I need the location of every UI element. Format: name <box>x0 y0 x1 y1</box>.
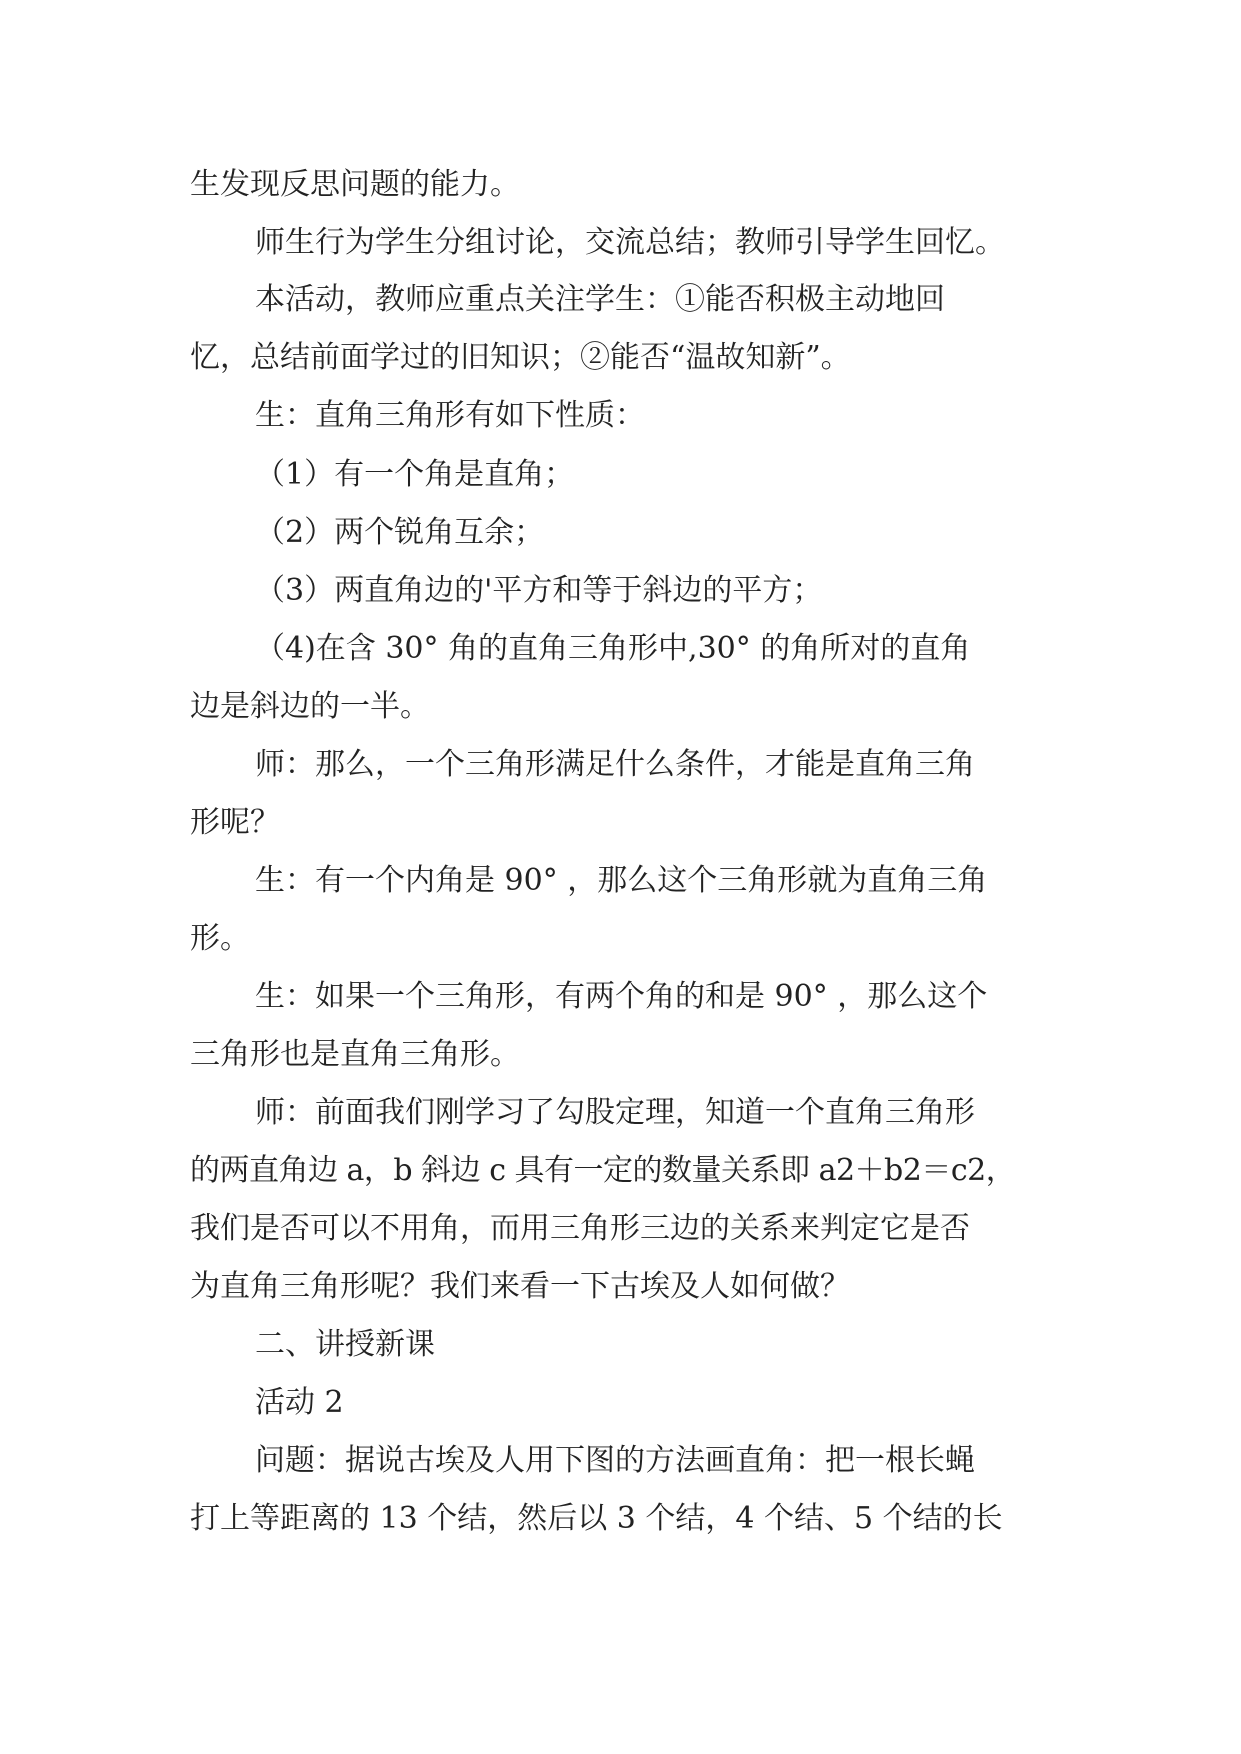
text-line: 忆，总结前面学过的旧知识；②能否“温故知新”。 <box>190 340 851 375</box>
text-line: 师：前面我们刚学习了勾股定理，知道一个直角三角形 <box>255 1095 975 1130</box>
text-line: （4)在含 30° 角的直角三角形中,30° 的角所对的直角 <box>255 631 971 666</box>
text-line: （3）两直角边的'平方和等于斜边的平方； <box>255 573 823 608</box>
text-line: （2）两个锐角互余； <box>255 515 545 550</box>
text-line: 本活动，教师应重点关注学生：①能否积极主动地回 <box>255 282 945 317</box>
text-line: （1）有一个角是直角； <box>255 457 575 492</box>
text-line: 我们是否可以不用角，而用三角形三边的关系来判定它是否 <box>190 1211 970 1246</box>
text-line: 生：如果一个三角形，有两个角的和是 90° ，那么这个 <box>255 979 988 1014</box>
text-line: 生发现反思问题的能力。 <box>190 167 520 202</box>
text-line: 的两直角边 a，b 斜边 c 具有一定的数量关系即 a2＋b2＝c2， <box>190 1153 1016 1188</box>
text-line: 生：直角三角形有如下性质： <box>255 398 645 433</box>
text-line: 形呢？ <box>190 805 280 840</box>
text-line: 三角形也是直角三角形。 <box>190 1037 520 1072</box>
text-line: 师：那么，一个三角形满足什么条件，才能是直角三角 <box>255 747 975 782</box>
text-line: 形。 <box>190 921 250 956</box>
text-line: 为直角三角形呢？我们来看一下古埃及人如何做？ <box>190 1269 850 1304</box>
section-heading: 二、讲授新课 <box>255 1327 435 1362</box>
text-line: 问题：据说古埃及人用下图的方法画直角：把一根长蝇 <box>255 1443 975 1478</box>
text-line: 边是斜边的一半。 <box>190 689 430 724</box>
text-line: 生：有一个内角是 90° ，那么这个三角形就为直角三角 <box>255 863 988 898</box>
text-line: 师生行为学生分组讨论，交流总结；教师引导学生回忆。 <box>255 225 1005 260</box>
text-line: 打上等距离的 13 个结，然后以 3 个结，4 个结、5 个结的长 <box>190 1501 1003 1536</box>
activity-label: 活动 2 <box>255 1385 344 1420</box>
